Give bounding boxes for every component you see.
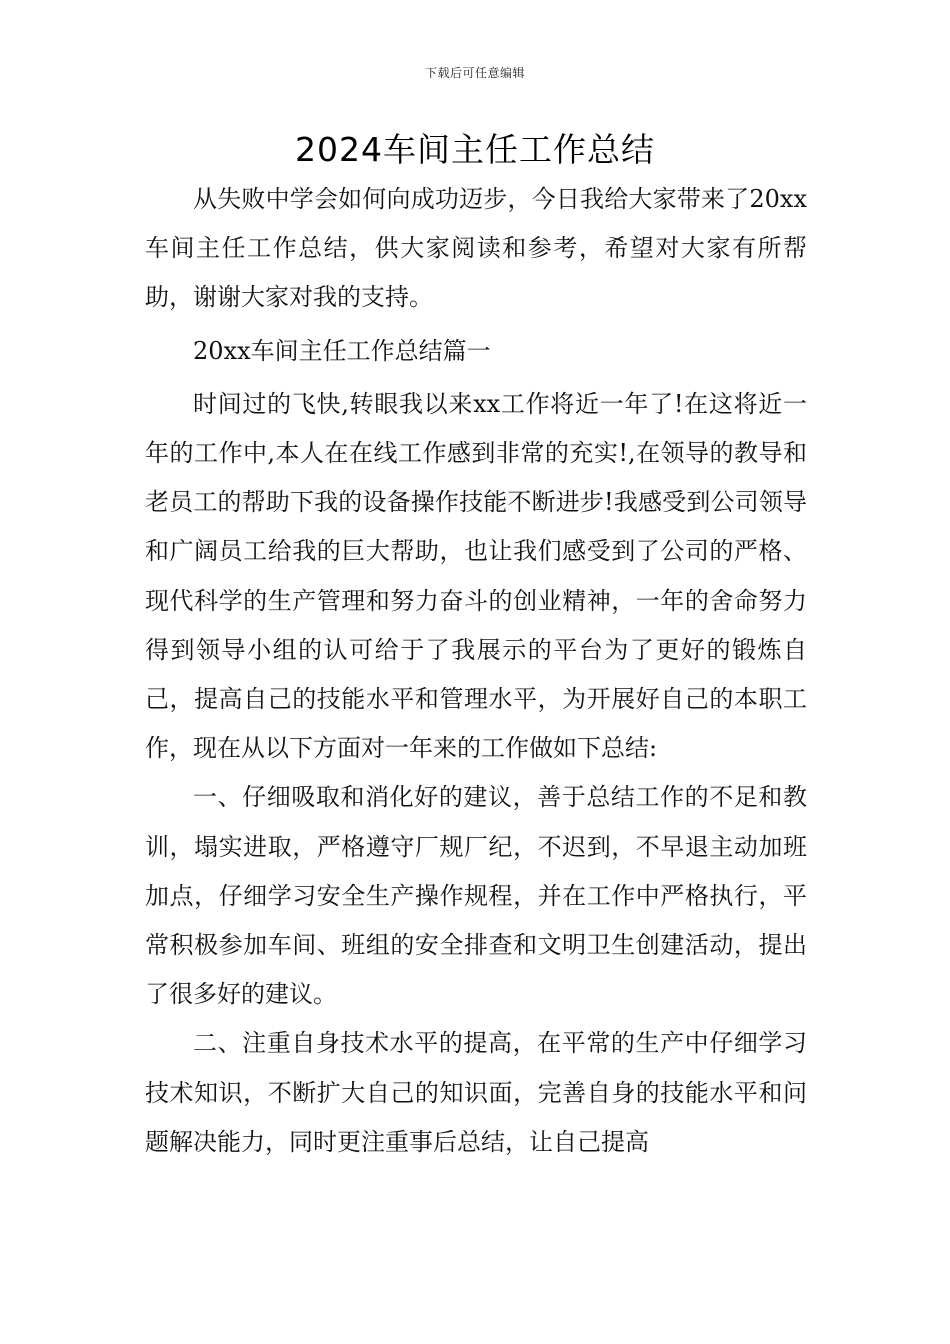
intro-paragraph: 从失败中学会如何向成功迈步，今日我给大家带来了20xx车间主任工作总结，供大家阅读和参考，希望对大家有所帮助，谢谢大家对我的支持。 [145, 185, 807, 312]
header-note: 下载后可任意编辑 [424, 66, 525, 80]
document-title: 2024车间主任工作总结 [295, 130, 655, 169]
document-body [145, 175, 807, 1167]
body-paragraph-3: 二、注重自身技术水平的提高，在平常的生产中仔细学习技术知识，不断扩大自己的知识面，完善自身的技能水平和问题解决能力，同时更注重事后总结，让自己提高 [145, 1029, 807, 1156]
section-subtitle: 20xx车间主任工作总结篇一 [193, 336, 491, 365]
body-paragraph-1: 时间过的飞快,转眼我以来xx工作将近一年了!在这将近一年的工作中,本人在在线工作感到非常的充实!,在领导的教导和老员工的帮助下我的设备操作技能不断进步!我感受到公司领导和广阔员工给我的巨大帮助，也让我们感受到了公司的严格、现代科学的生产管理和努力奋斗的创业精神，一年的舍命努力得到领导小组的认可给于了我展示的平台为了更好的锻炼自己，提高自己的技能水平和管理水平，为开展好自己的本职工作，现在从以下方面对一年来的工作做如下总结: [145, 389, 807, 763]
body-paragraph-2: 一、仔细吸取和消化好的建议，善于总结工作的不足和教训，塌实进取，严格遵守厂规厂纪，不迟到，不早退主动加班加点，仔细学习安全生产操作规程，并在工作中严格执行，平常积极参加车间、班组的安全排查和文明卫生创建活动，提出了很多好的建议。 [145, 783, 807, 1009]
